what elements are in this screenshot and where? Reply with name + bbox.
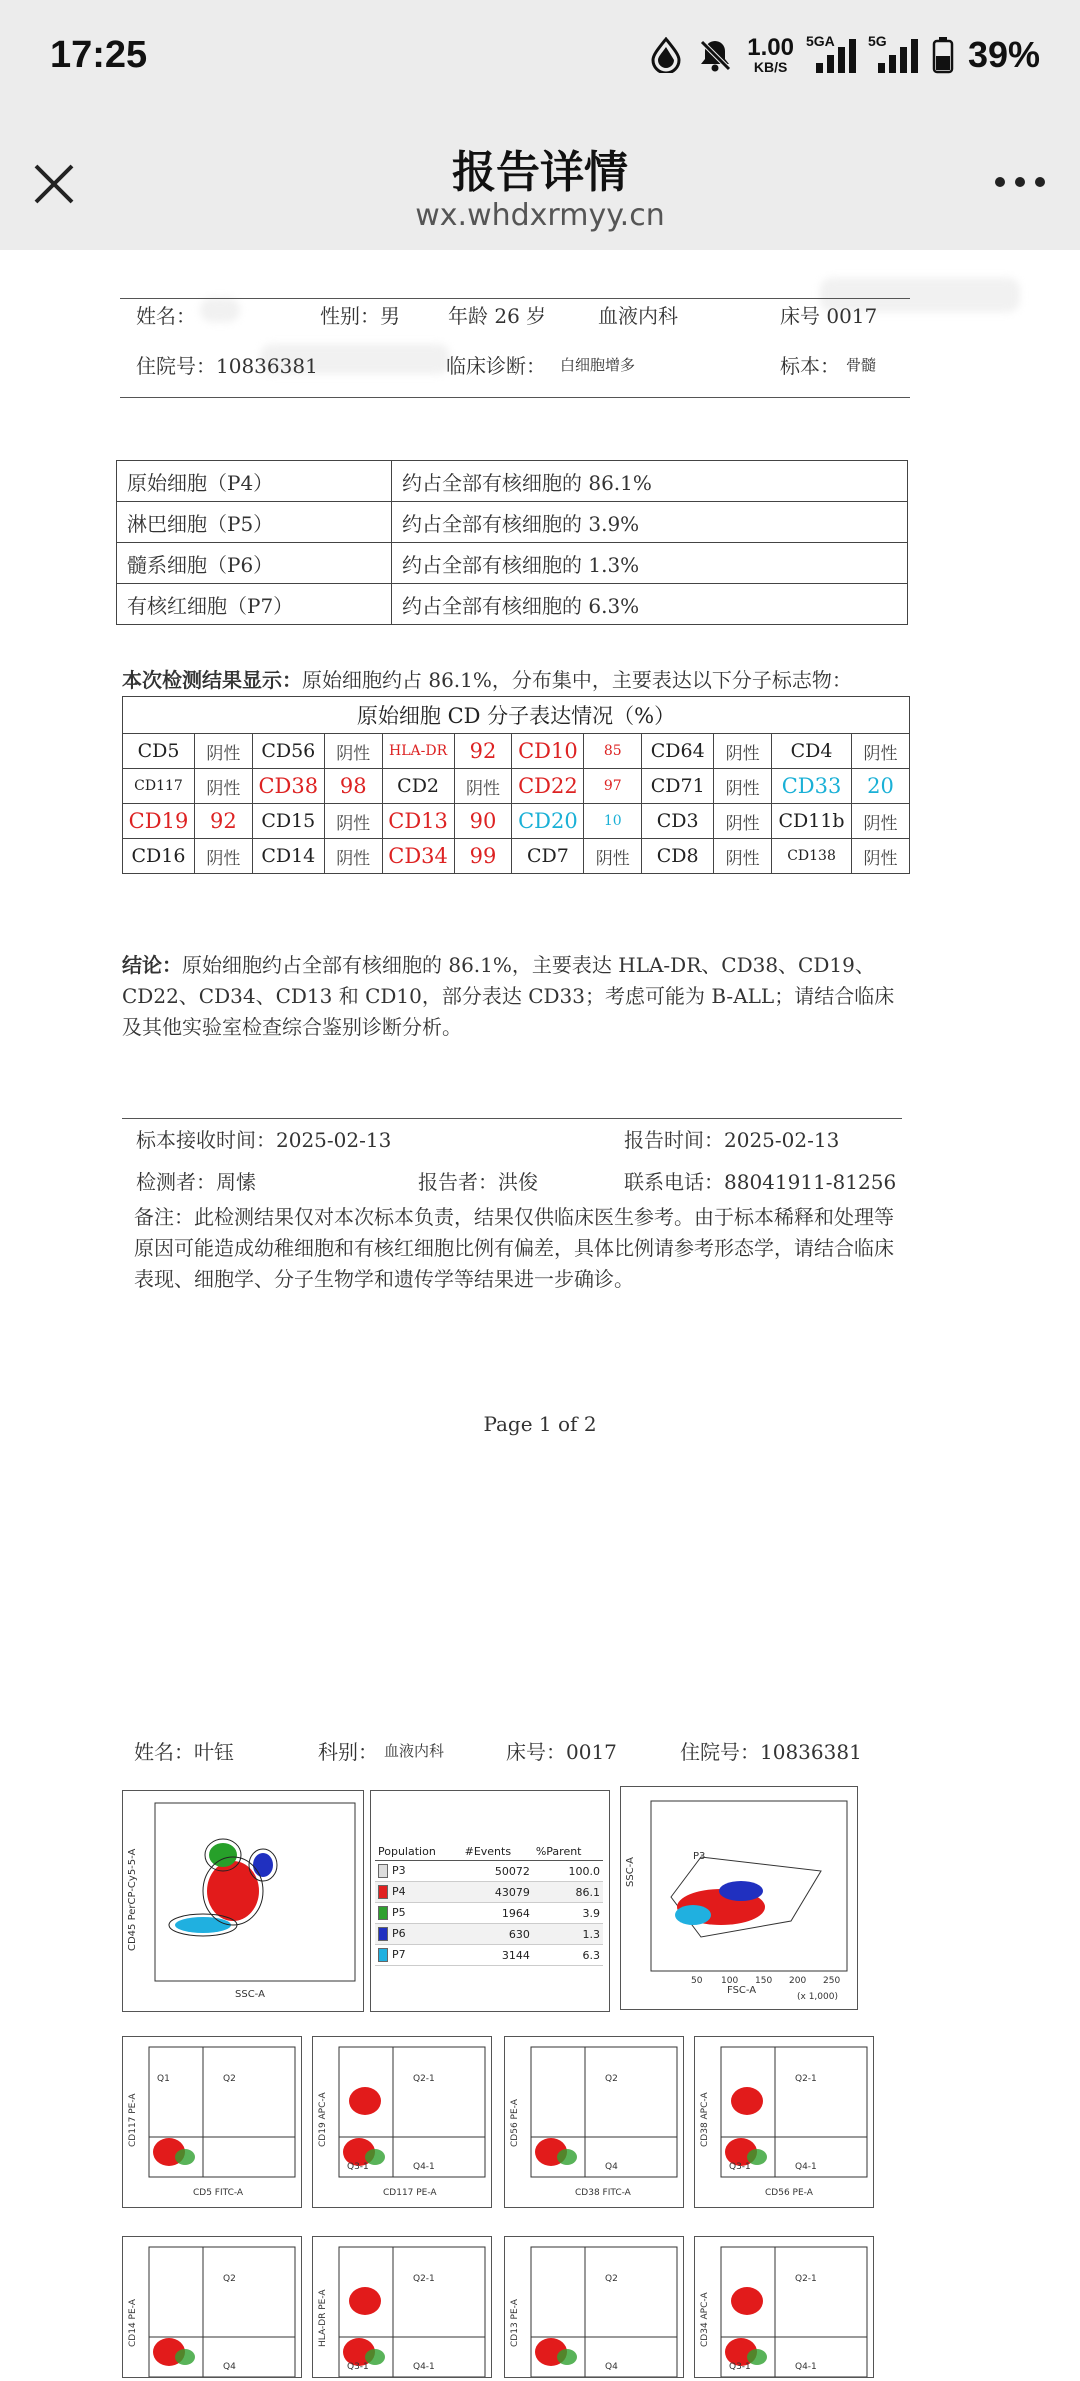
stats-parent: 6.3: [533, 1945, 603, 1966]
population-value: 约占全部有核细胞的 86.1%: [392, 461, 908, 502]
population-stats-table: [375, 1843, 603, 1966]
quadrant-ylabel: CD19 APC-A: [318, 2092, 328, 2147]
cd-marker: CD64: [642, 734, 714, 769]
plot1-ylabel: CD45 PerCP-Cy5-5-A: [127, 1848, 138, 1951]
population-name: 有核红细胞（P7）: [117, 584, 392, 625]
p2-bed: 床号：0017: [506, 1740, 617, 1764]
stats-header: %Parent: [533, 1843, 603, 1861]
stats-population: P6: [392, 1927, 406, 1940]
quadrant-label: Q2: [223, 2074, 236, 2084]
quadrant-label: Q3-1: [347, 2162, 369, 2172]
quadrant-label: Q2: [223, 2274, 236, 2284]
population-row: [117, 461, 908, 502]
nav-bar: [0, 118, 1080, 250]
quadrant-label: Q1: [157, 2074, 170, 2084]
cd-marker: CD13: [382, 804, 454, 839]
plot3-unit: (x 1,000): [797, 1992, 838, 2002]
cd-value: 90: [454, 804, 512, 839]
cd-marker: CD138: [771, 839, 851, 874]
quadrant-label: Q2-1: [413, 2074, 435, 2084]
cd-value: 阴性: [324, 734, 382, 769]
population-name: 髓系细胞（P6）: [117, 543, 392, 584]
remark: 备注：此检测结果仅对本次标本负责，结果仅供临床医生参考。由于标本稀释和处理等原因可能造成幼稚细胞和有核红细胞比例有偏差，具体比例请参考形态学，请结合临床表现、细胞学、分子生物学和遗传学等结果进一步确诊。: [134, 1205, 894, 1291]
plot3-xlabel: FSC-A: [727, 1985, 757, 1996]
stats-parent: 86.1: [533, 1882, 603, 1903]
quadrant-label: Q3-1: [729, 2362, 751, 2372]
cd-value: 92: [454, 734, 512, 769]
cd-value: 98: [324, 769, 382, 804]
cd-value: 99: [454, 839, 512, 874]
stats-pop-cell: [375, 1924, 462, 1945]
population-table: [116, 460, 908, 625]
stats-events: 1964: [462, 1903, 533, 1924]
quadrant-plot-svg: [695, 2037, 873, 2207]
cd-value: 阴性: [195, 769, 253, 804]
cd-marker: CD71: [642, 769, 714, 804]
population-row: [117, 543, 908, 584]
quadrant-label: Q2-1: [795, 2274, 817, 2284]
cd-marker: CD56: [252, 734, 324, 769]
cd-marker: CD20: [512, 804, 584, 839]
quadrant-label: Q4: [223, 2362, 236, 2372]
quadrant-plot: [122, 2236, 302, 2378]
stats-pop-cell: [375, 1861, 462, 1882]
plot-cd45-ssc-svg: [123, 1791, 363, 2011]
stats-events: 630: [462, 1924, 533, 1945]
diagnosis-value: 白细胞增多: [560, 356, 636, 374]
cd-marker: CD11b: [771, 804, 851, 839]
population-color-swatch: [378, 1927, 388, 1941]
p2-dept-label: 科别：: [318, 1740, 378, 1764]
cd-marker: HLA-DR: [382, 734, 454, 769]
cd-row: [123, 769, 910, 804]
cd-marker: CD14: [252, 839, 324, 874]
cd-row: [123, 804, 910, 839]
signal-1-icon: 5GA: [808, 37, 856, 73]
quadrant-ylabel: CD13 PE-A: [510, 2299, 520, 2347]
page-title: 报告详情: [452, 147, 628, 198]
scatter-plot-fsc-ssc: [620, 1786, 858, 2010]
result-intro: 本次检测结果显示：原始细胞约占 86.1%，分布集中，主要表达以下分子标志物：: [122, 668, 852, 692]
stats-parent: 1.3: [533, 1924, 603, 1945]
cd-marker: CD3: [642, 804, 714, 839]
cd-value: 阴性: [714, 734, 772, 769]
cd-marker: CD2: [382, 769, 454, 804]
quadrant-xlabel: CD56 PE-A: [765, 2188, 813, 2198]
reporter: 报告者：洪俊: [418, 1170, 538, 1194]
quadrant-plot-svg: [695, 2237, 873, 2377]
stats-pop-cell: [375, 1945, 462, 1966]
stats-header: Population: [375, 1843, 462, 1861]
report-time: 报告时间：2025-02-13: [624, 1128, 840, 1152]
cd-value: 97: [584, 769, 642, 804]
quadrant-plot: [694, 2036, 874, 2208]
report-document[interactable]: [0, 252, 1080, 2376]
stats-population: P5: [392, 1906, 406, 1919]
redaction-blur: [200, 298, 240, 322]
stats-population: P4: [392, 1885, 406, 1898]
plot3-tick: 50: [691, 1976, 703, 1986]
quadrant-plot: [312, 2036, 492, 2208]
cd-value: 阴性: [852, 839, 910, 874]
quadrant-plot: [122, 2036, 302, 2208]
quadrant-ylabel: CD56 PE-A: [510, 2099, 520, 2147]
patient-bed: 床号 0017: [780, 304, 878, 328]
cd-marker: CD16: [123, 839, 195, 874]
population-color-swatch: [378, 1885, 388, 1899]
population-value: 约占全部有核细胞的 6.3%: [392, 584, 908, 625]
quadrant-ylabel: HLA-DR PE-A: [318, 2289, 328, 2347]
population-name: 原始细胞（P4）: [117, 461, 392, 502]
patient-inpatient-no: 住院号：10836381: [136, 354, 318, 378]
page-footer: Page 1 of 2: [483, 1412, 597, 1436]
quadrant-label: Q4-1: [413, 2162, 435, 2172]
plot-fsc-ssc-svg: [621, 1787, 857, 2009]
population-value: 约占全部有核细胞的 1.3%: [392, 543, 908, 584]
population-color-swatch: [378, 1864, 388, 1878]
quadrant-label: Q2-1: [795, 2074, 817, 2084]
cd-marker: CD38: [252, 769, 324, 804]
cd-value: 阴性: [195, 734, 253, 769]
cd-marker: CD22: [512, 769, 584, 804]
quadrant-xlabel: CD117 PE-A: [383, 2188, 437, 2198]
quadrant-plot-svg: [505, 2237, 683, 2377]
population-name: 淋巴细胞（P5）: [117, 502, 392, 543]
patient-age: 年龄 26 岁: [448, 304, 547, 328]
cd-value: 92: [195, 804, 253, 839]
conclusion: 结论：原始细胞约占全部有核细胞的 86.1%，主要表达 HLA-DR、CD38、CD19、CD22、CD34、CD13 和 CD10，部分表达 CD33；考虑可能为 B-ALL；请结合临床及其他实验室检查综合鉴别诊断分析。: [122, 953, 895, 1039]
divider: [122, 1118, 902, 1119]
quadrant-label: Q2-1: [413, 2274, 435, 2284]
cd-value: 阴性: [714, 839, 772, 874]
cd-value: 阴性: [852, 804, 910, 839]
population-row: [117, 502, 908, 543]
quadrant-label: Q2: [605, 2274, 618, 2284]
tester: 检测者：周愫: [136, 1170, 256, 1194]
cd-expression-table: [122, 696, 910, 874]
cd-value: 阴性: [852, 734, 910, 769]
patient-name-label: 姓名：: [136, 304, 196, 328]
cd-value: 阴性: [714, 804, 772, 839]
cd-marker: CD8: [642, 839, 714, 874]
quadrant-plot-svg: [313, 2237, 491, 2377]
stats-parent: 100.0: [533, 1861, 603, 1882]
stats-population: P7: [392, 1948, 406, 1961]
cd-marker: CD10: [512, 734, 584, 769]
stats-pop-cell: [375, 1882, 462, 1903]
cd-value: 阴性: [714, 769, 772, 804]
quadrant-label: Q4-1: [413, 2362, 435, 2372]
quadrant-xlabel: CD38 FITC-A: [575, 2188, 631, 2198]
quadrant-label: Q2: [605, 2074, 618, 2084]
stats-population: P3: [392, 1864, 406, 1877]
plot3-ylabel: SSC-A: [625, 1857, 636, 1887]
quadrant-label: Q4: [605, 2162, 618, 2172]
plot3-tick: 200: [789, 1976, 807, 1986]
p2-inpatient: 住院号：10836381: [680, 1740, 862, 1764]
patient-sex: 性别：男: [320, 304, 400, 328]
receive-time: 标本接收时间：2025-02-13: [136, 1128, 392, 1152]
quadrant-plot: [504, 2036, 684, 2208]
cd-value: 10: [584, 804, 642, 839]
quadrant-plot-svg: [313, 2037, 491, 2207]
cd-row: [123, 839, 910, 874]
scatter-plot-cd45-ssc: [122, 1790, 364, 2012]
more-dots-icon[interactable]: [992, 172, 1048, 192]
cd-marker: CD117: [123, 769, 195, 804]
population-color-swatch: [378, 1948, 388, 1962]
quadrant-label: Q4-1: [795, 2162, 817, 2172]
cd-marker: CD33: [771, 769, 851, 804]
plot3-tick: 100: [721, 1976, 739, 1986]
signal-2-icon: 5G: [870, 37, 918, 73]
stats-row: [375, 1924, 603, 1945]
sample-label: 标本：: [780, 354, 840, 378]
plot3-tick: 250: [823, 1976, 841, 1986]
cd-value: 阴性: [324, 839, 382, 874]
battery-icon: [932, 36, 954, 74]
quadrant-ylabel: CD38 APC-A: [700, 2092, 710, 2147]
stats-pop-cell: [375, 1903, 462, 1924]
quadrant-plot: [312, 2236, 492, 2378]
cd-value: 85: [584, 734, 642, 769]
data-saver-icon: [649, 37, 683, 73]
quadrant-ylabel: CD117 PE-A: [128, 2093, 138, 2147]
stats-row: [375, 1882, 603, 1903]
patient-dept: 血液内科: [598, 304, 678, 328]
stats-row: [375, 1903, 603, 1924]
stats-row: [375, 1861, 603, 1882]
p2-dept-value: 血液内科: [384, 1742, 445, 1760]
status-bar: [0, 0, 1080, 118]
quadrant-plot: [694, 2236, 874, 2378]
cd-table-title: 原始细胞 CD 分子表达情况（%）: [123, 697, 910, 734]
cd-value: 20: [852, 769, 910, 804]
quadrant-label: Q3-1: [729, 2162, 751, 2172]
cd-marker: CD15: [252, 804, 324, 839]
contact-phone: 联系电话：88041911-81256: [624, 1170, 897, 1194]
status-icons: [649, 30, 1040, 80]
cd-row: [123, 734, 910, 769]
population-row: [117, 584, 908, 625]
battery-percent: 39%: [967, 34, 1040, 75]
population-color-swatch: [378, 1906, 388, 1920]
page-url: wx.whdxrmyy.cn: [415, 198, 665, 233]
plot3-gate-label: P3: [693, 1851, 706, 1862]
quadrant-label: Q3-1: [347, 2362, 369, 2372]
stats-events: 3144: [462, 1945, 533, 1966]
stats-events: 50072: [462, 1861, 533, 1882]
cd-marker: CD19: [123, 804, 195, 839]
status-time: 17:25: [50, 34, 148, 76]
p2-patient-name: 姓名：叶钰: [134, 1740, 234, 1764]
population-value: 约占全部有核细胞的 3.9%: [392, 502, 908, 543]
cd-value: 阴性: [454, 769, 512, 804]
cd-value: 阴性: [584, 839, 642, 874]
divider: [120, 397, 910, 398]
stats-header-row: [375, 1843, 603, 1861]
cd-marker: CD34: [382, 839, 454, 874]
cd-value: 阴性: [324, 804, 382, 839]
quadrant-plot-svg: [123, 2237, 301, 2377]
diagnosis-label: 临床诊断：: [446, 354, 546, 378]
divider: [120, 298, 910, 299]
plot1-xlabel: SSC-A: [235, 1989, 265, 2000]
quadrant-xlabel: CD5 FITC-A: [193, 2188, 244, 2198]
population-stats-panel: [370, 1790, 610, 2012]
quadrant-plot-svg: [505, 2037, 683, 2207]
quadrant-label: Q4: [605, 2362, 618, 2372]
cd-marker: CD7: [512, 839, 584, 874]
quadrant-plot: [504, 2236, 684, 2378]
quadrant-ylabel: CD34 APC-A: [700, 2292, 710, 2347]
sample-value: 骨髓: [846, 356, 877, 374]
stats-header: #Events: [462, 1843, 533, 1861]
cd-value: 阴性: [195, 839, 253, 874]
plot3-tick: 150: [755, 1976, 773, 1986]
cd-marker: CD4: [771, 734, 851, 769]
stats-row: [375, 1945, 603, 1966]
mute-bell-icon: [697, 37, 733, 73]
stats-parent: 3.9: [533, 1903, 603, 1924]
network-speed: 1.00 KB/S: [747, 34, 794, 75]
quadrant-plot-svg: [123, 2037, 301, 2207]
stats-events: 43079: [462, 1882, 533, 1903]
cd-marker: CD5: [123, 734, 195, 769]
quadrant-ylabel: CD14 PE-A: [128, 2299, 138, 2347]
quadrant-label: Q4-1: [795, 2362, 817, 2372]
